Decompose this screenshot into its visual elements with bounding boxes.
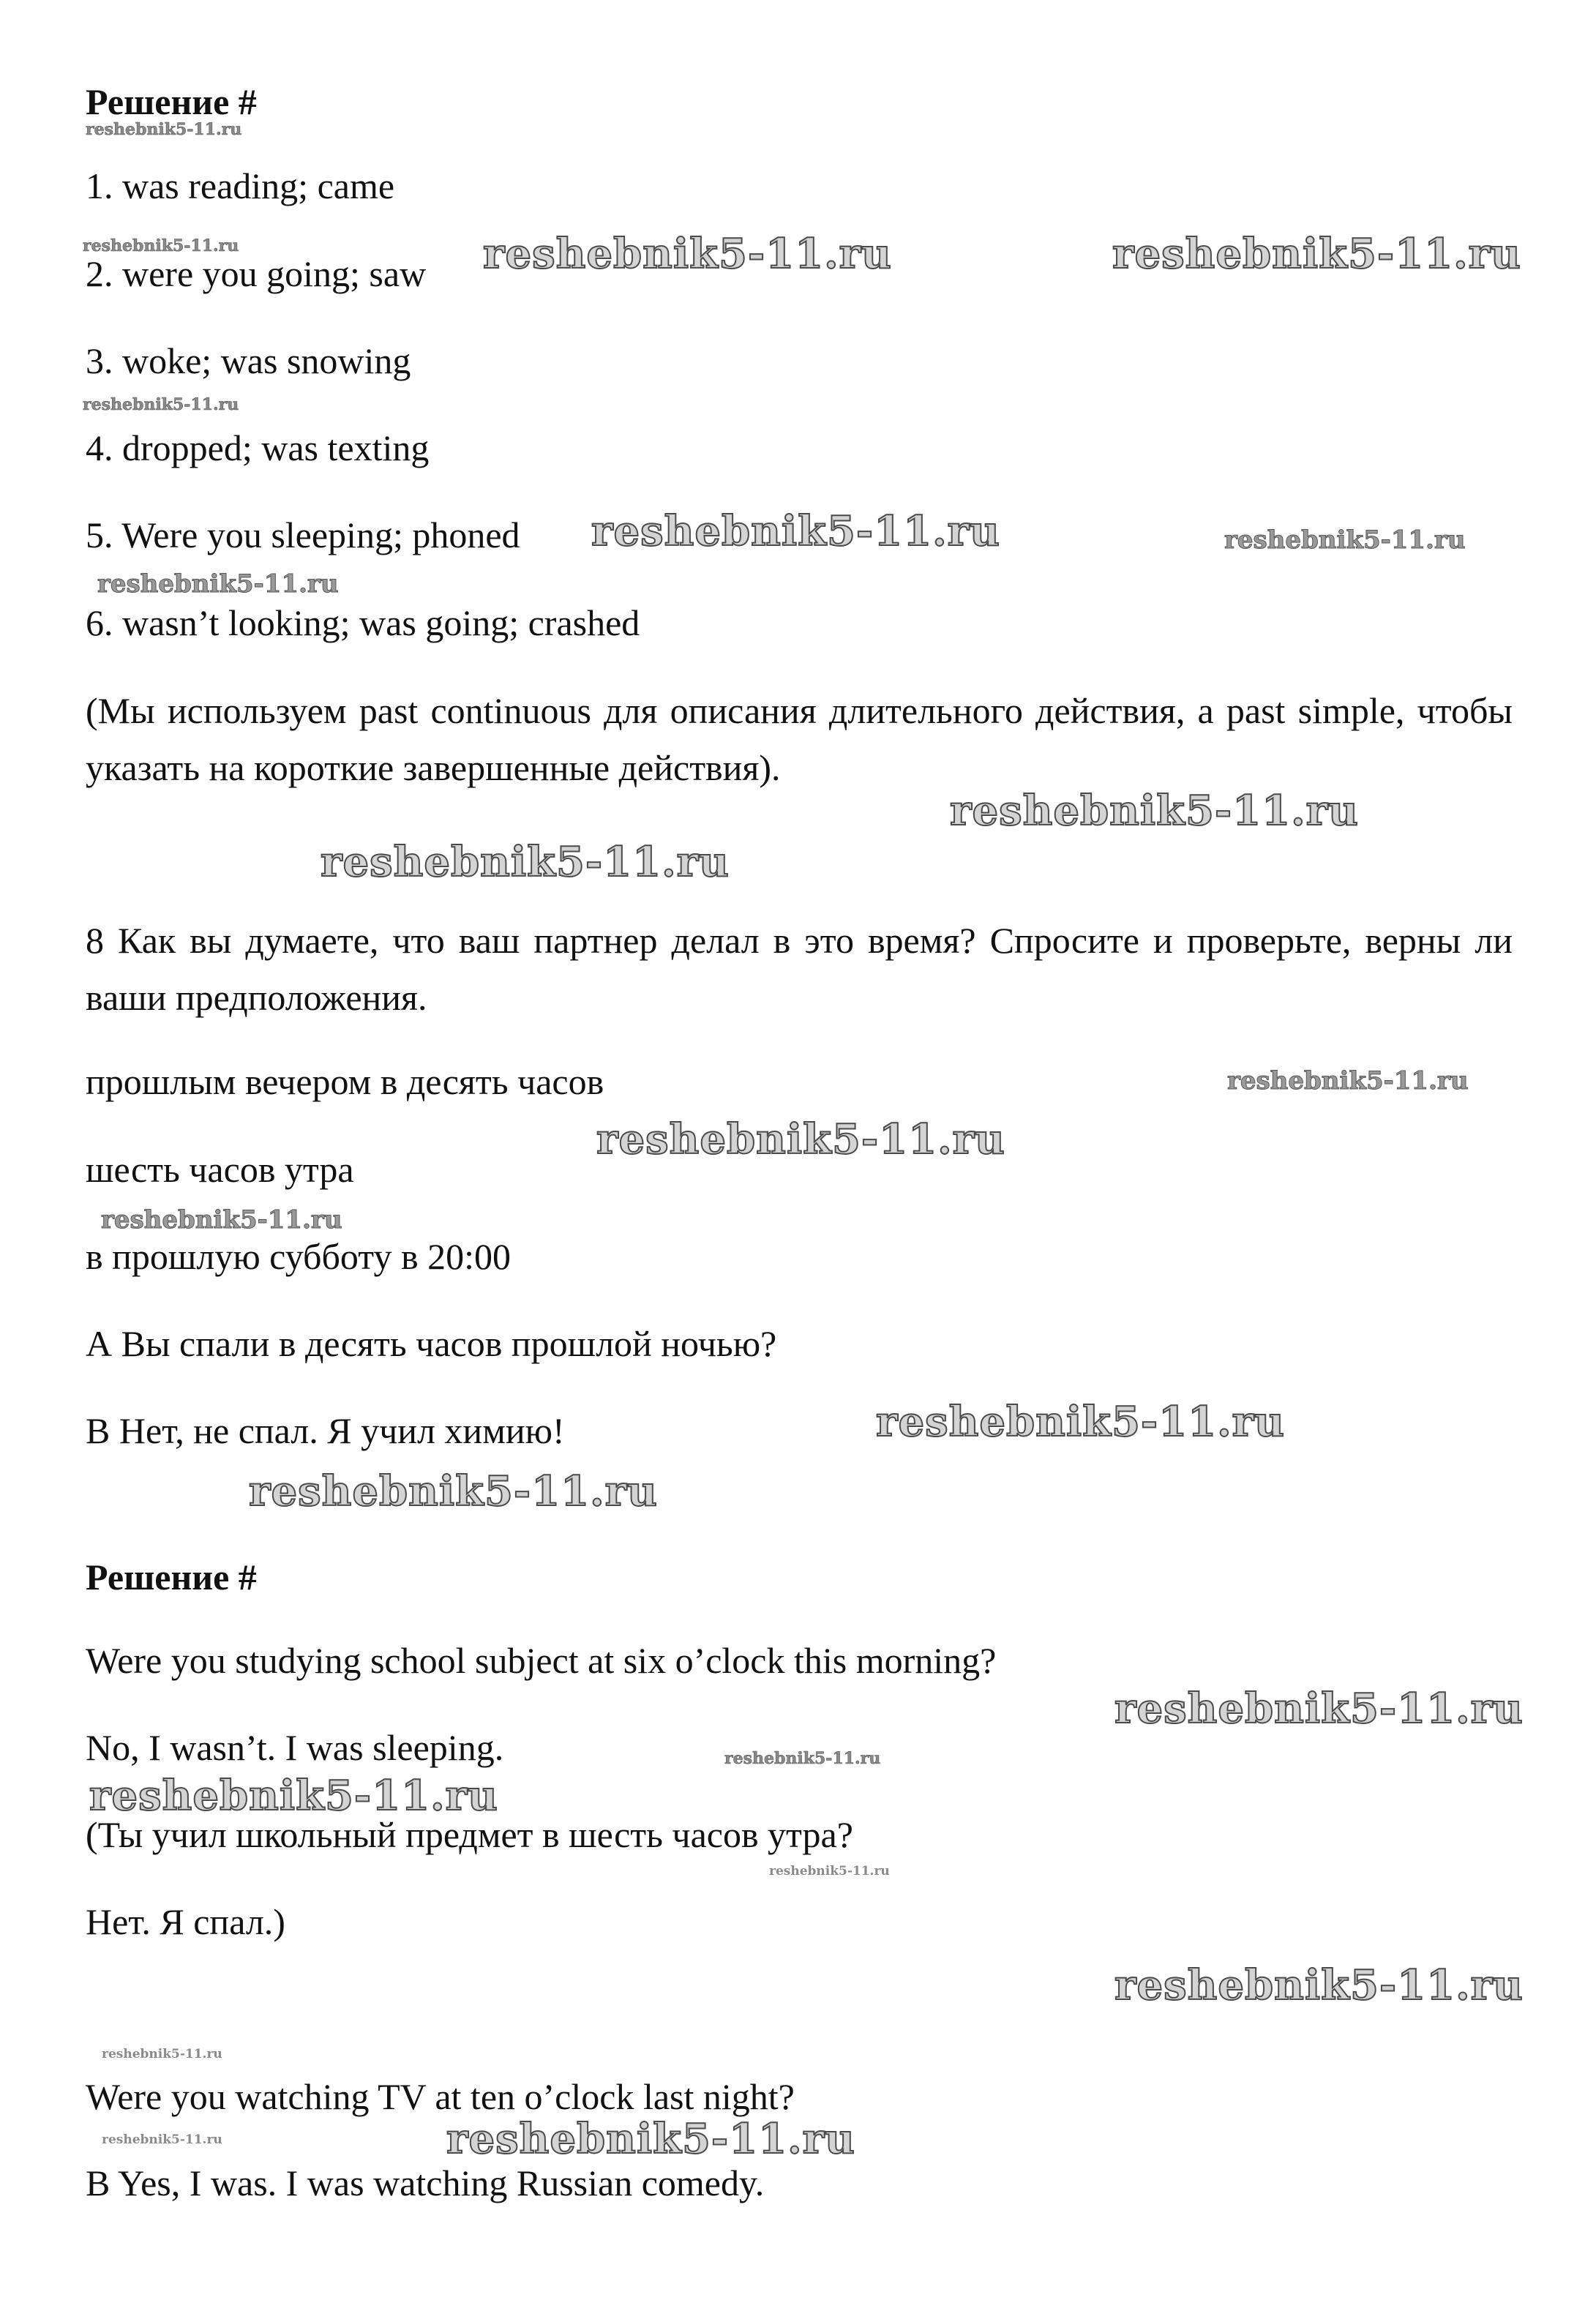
watermark: reshebnik5-11.ru xyxy=(102,2047,222,2061)
watermark: reshebnik5-11.ru xyxy=(321,838,730,886)
answer-line-1: No, I wasn’t. I was sleeping. xyxy=(86,1727,504,1768)
answer-1: 1. was reading; came xyxy=(86,165,395,206)
answer-6: 6. wasn’t looking; was going; crashed xyxy=(86,602,640,643)
watermark: reshebnik5-11.ru xyxy=(724,1749,881,1768)
watermark: reshebnik5-11.ru xyxy=(596,1115,1005,1164)
dialogue-b: В Нет, не спал. Я учил химию! xyxy=(86,1410,565,1451)
watermark: reshebnik5-11.ru xyxy=(1112,230,1521,278)
watermark: reshebnik5-11.ru xyxy=(950,787,1359,835)
watermark: reshebnik5-11.ru xyxy=(1114,1961,1524,2010)
watermark: reshebnik5-11.ru xyxy=(483,230,892,278)
answer-4: 4. dropped; was texting xyxy=(86,427,430,468)
time-item-1: прошлым вечером в десять часов xyxy=(86,1061,604,1102)
section-heading-2: Решение # xyxy=(86,1557,257,1598)
watermark: reshebnik5-11.ru xyxy=(86,120,242,139)
watermark: reshebnik5-11.ru xyxy=(83,395,239,414)
watermark: reshebnik5-11.ru xyxy=(102,2132,222,2147)
answer-2: 2. were you going; saw xyxy=(86,253,427,294)
watermark: reshebnik5-11.ru xyxy=(89,1772,498,1820)
section-heading-1: Решение # xyxy=(86,81,257,122)
time-item-3: в прошлую субботу в 20:00 xyxy=(86,1236,511,1277)
grammar-note: (Мы используем past continuous для описания длительного действия, а past simple, чтобы указать на короткие завершенные действия). xyxy=(86,690,1513,788)
answer-5: 5. Were you sleeping; phoned xyxy=(86,514,520,555)
dialogue-a: А Вы спали в десять часов прошлой ночью? xyxy=(86,1323,777,1364)
watermark: reshebnik5-11.ru xyxy=(1114,1685,1524,1733)
watermark: reshebnik5-11.ru xyxy=(769,1864,890,1879)
watermark: reshebnik5-11.ru xyxy=(1227,1066,1469,1095)
watermark: reshebnik5-11.ru xyxy=(1224,525,1466,555)
watermark: reshebnik5-11.ru xyxy=(876,1398,1285,1446)
answer-line-2: B Yes, I was. I was watching Russian comedy. xyxy=(86,2162,765,2203)
watermark: reshebnik5-11.ru xyxy=(83,236,239,255)
translation-1: (Ты учил школьный предмет в шесть часов утра? xyxy=(86,1814,853,1855)
task-8-prompt: 8 Как вы думаете, что ваш партнер делал в это время? Спросите и проверьте, верны ли ваши предположения. xyxy=(86,920,1513,1018)
watermark: reshebnik5-11.ru xyxy=(446,2115,855,2163)
question-2: Were you watching TV at ten o’clock last night? xyxy=(86,2076,795,2117)
watermark: reshebnik5-11.ru xyxy=(591,507,1000,555)
answer-3: 3. woke; was snowing xyxy=(86,340,411,381)
translation-2: Нет. Я спал.) xyxy=(86,1901,285,1942)
watermark: reshebnik5-11.ru xyxy=(101,1205,342,1235)
time-item-2: шесть часов утра xyxy=(86,1149,354,1190)
watermark: reshebnik5-11.ru xyxy=(249,1467,658,1516)
watermark: reshebnik5-11.ru xyxy=(97,569,339,599)
question-1: Were you studying school subject at six o’clock this morning? xyxy=(86,1640,997,1681)
